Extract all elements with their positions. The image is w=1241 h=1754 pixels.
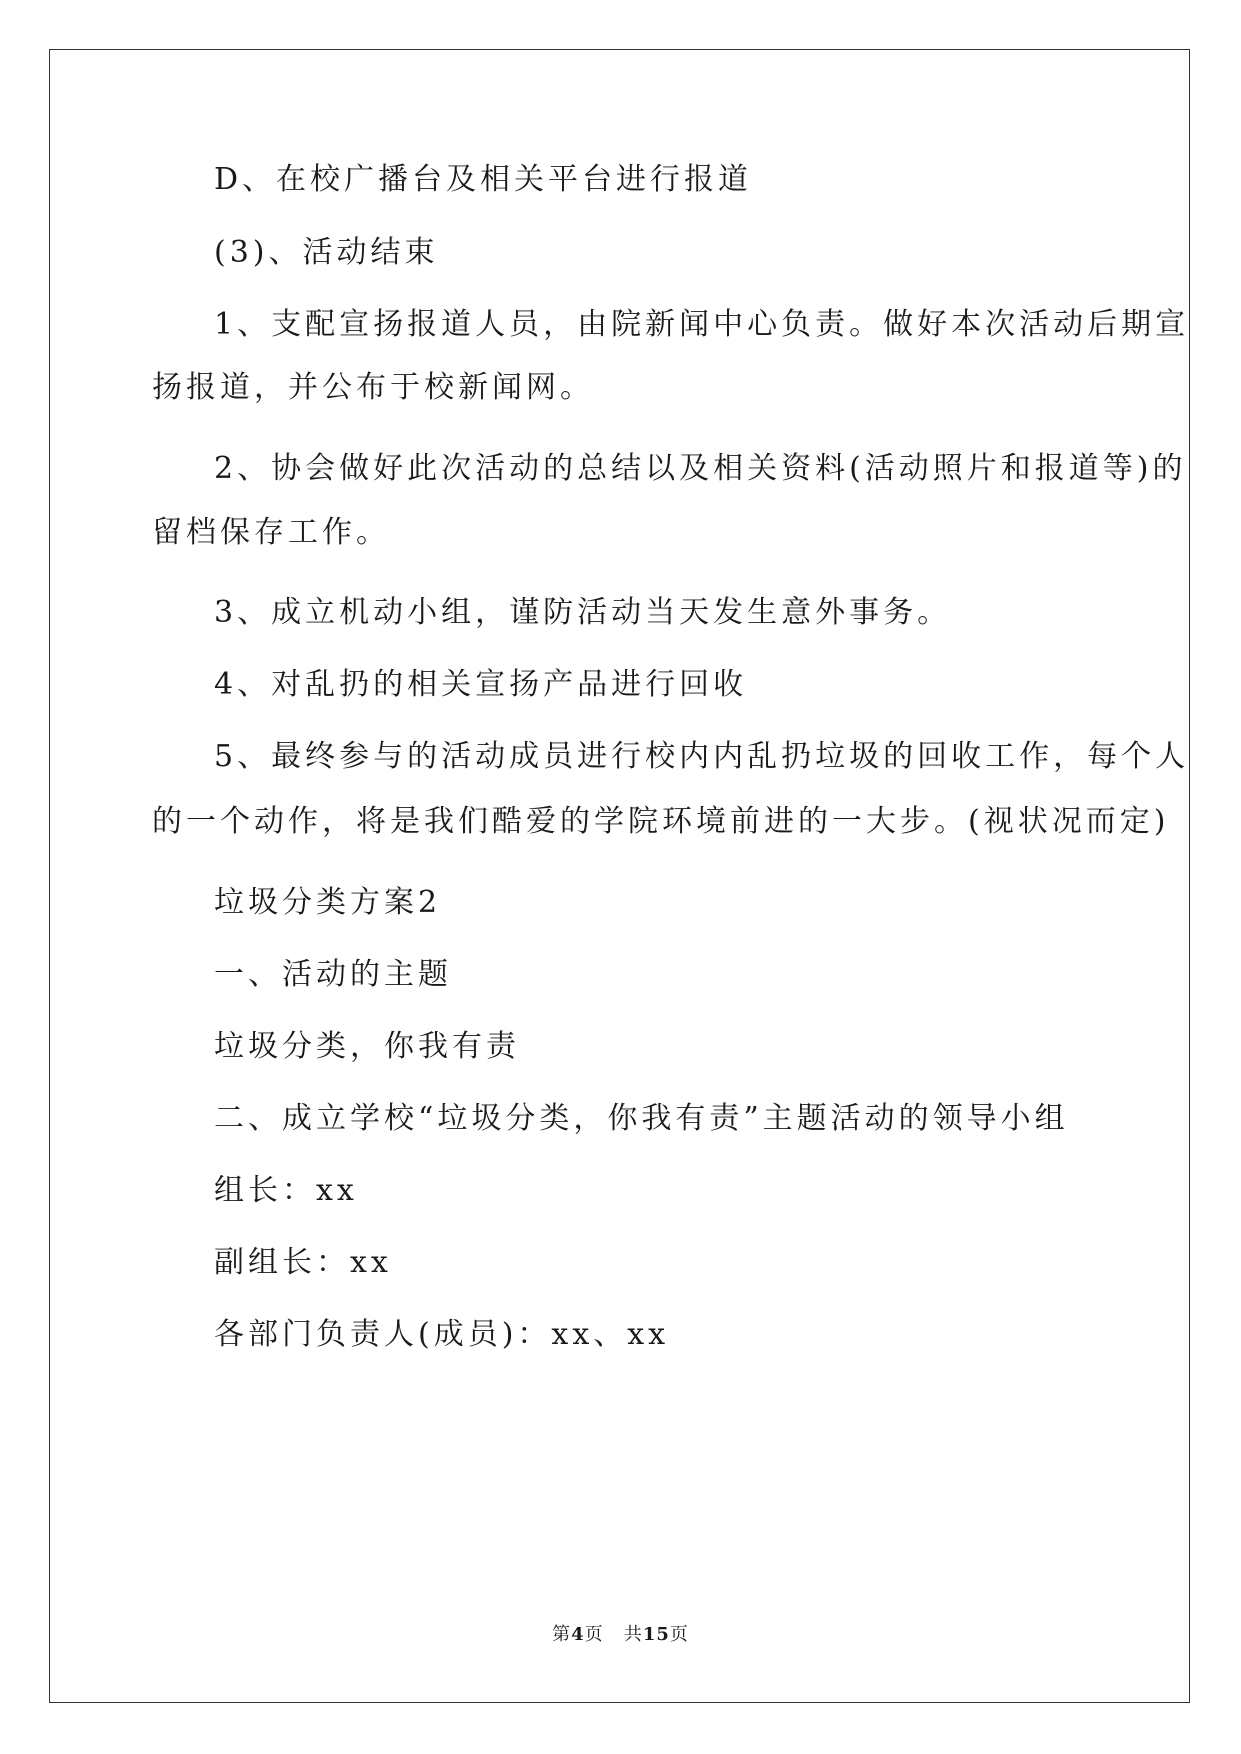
paragraph-line: 4、对乱扔的相关宣扬产品进行回收 xyxy=(214,667,748,702)
paragraph-line: 各部门负责人(成员)：xx、xx xyxy=(214,1317,670,1352)
page-border xyxy=(49,49,1190,1703)
paragraph-line: 5、最终参与的活动成员进行校内内乱扔垃圾的回收工作，每个人 xyxy=(214,739,1190,774)
section-heading: 一、活动的主题 xyxy=(214,957,452,992)
footer-page-suffix: 页 xyxy=(584,1624,604,1645)
paragraph-line: 组长：xx xyxy=(214,1173,358,1208)
paragraph-line: 的一个动作，将是我们酷爱的学院环境前进的一大步。(视状况而定) xyxy=(152,804,1170,839)
paragraph-line: 1、支配宣扬报道人员，由院新闻中心负责。做好本次活动后期宣 xyxy=(214,307,1190,342)
paragraph-line: 扬报道，并公布于校新闻网。 xyxy=(152,370,594,405)
footer-total-suffix: 页 xyxy=(669,1624,689,1645)
paragraph-line: D、在校广播台及相关平台进行报道 xyxy=(214,162,753,197)
paragraph-line: 留档保存工作。 xyxy=(152,515,390,550)
page-footer xyxy=(0,1620,1241,1646)
paragraph-line: 3、成立机动小组，谨防活动当天发生意外事务。 xyxy=(214,595,952,630)
paragraph-line: (3)、活动结束 xyxy=(214,235,439,270)
paragraph-line: 垃圾分类，你我有责 xyxy=(214,1029,520,1064)
footer-total-prefix: 共 xyxy=(623,1624,643,1645)
section-heading: 垃圾分类方案2 xyxy=(214,885,442,920)
section-heading: 二、成立学校“垃圾分类，你我有责”主题活动的领导小组 xyxy=(214,1101,1069,1136)
paragraph-line: 2、协会做好此次活动的总结以及相关资料(活动照片和报道等)的 xyxy=(214,451,1187,486)
paragraph-line: 副组长：xx xyxy=(214,1245,392,1280)
footer-page-number: 4 xyxy=(571,1624,585,1645)
footer-page-prefix: 第 xyxy=(552,1624,572,1645)
footer-total-pages: 15 xyxy=(642,1624,670,1645)
